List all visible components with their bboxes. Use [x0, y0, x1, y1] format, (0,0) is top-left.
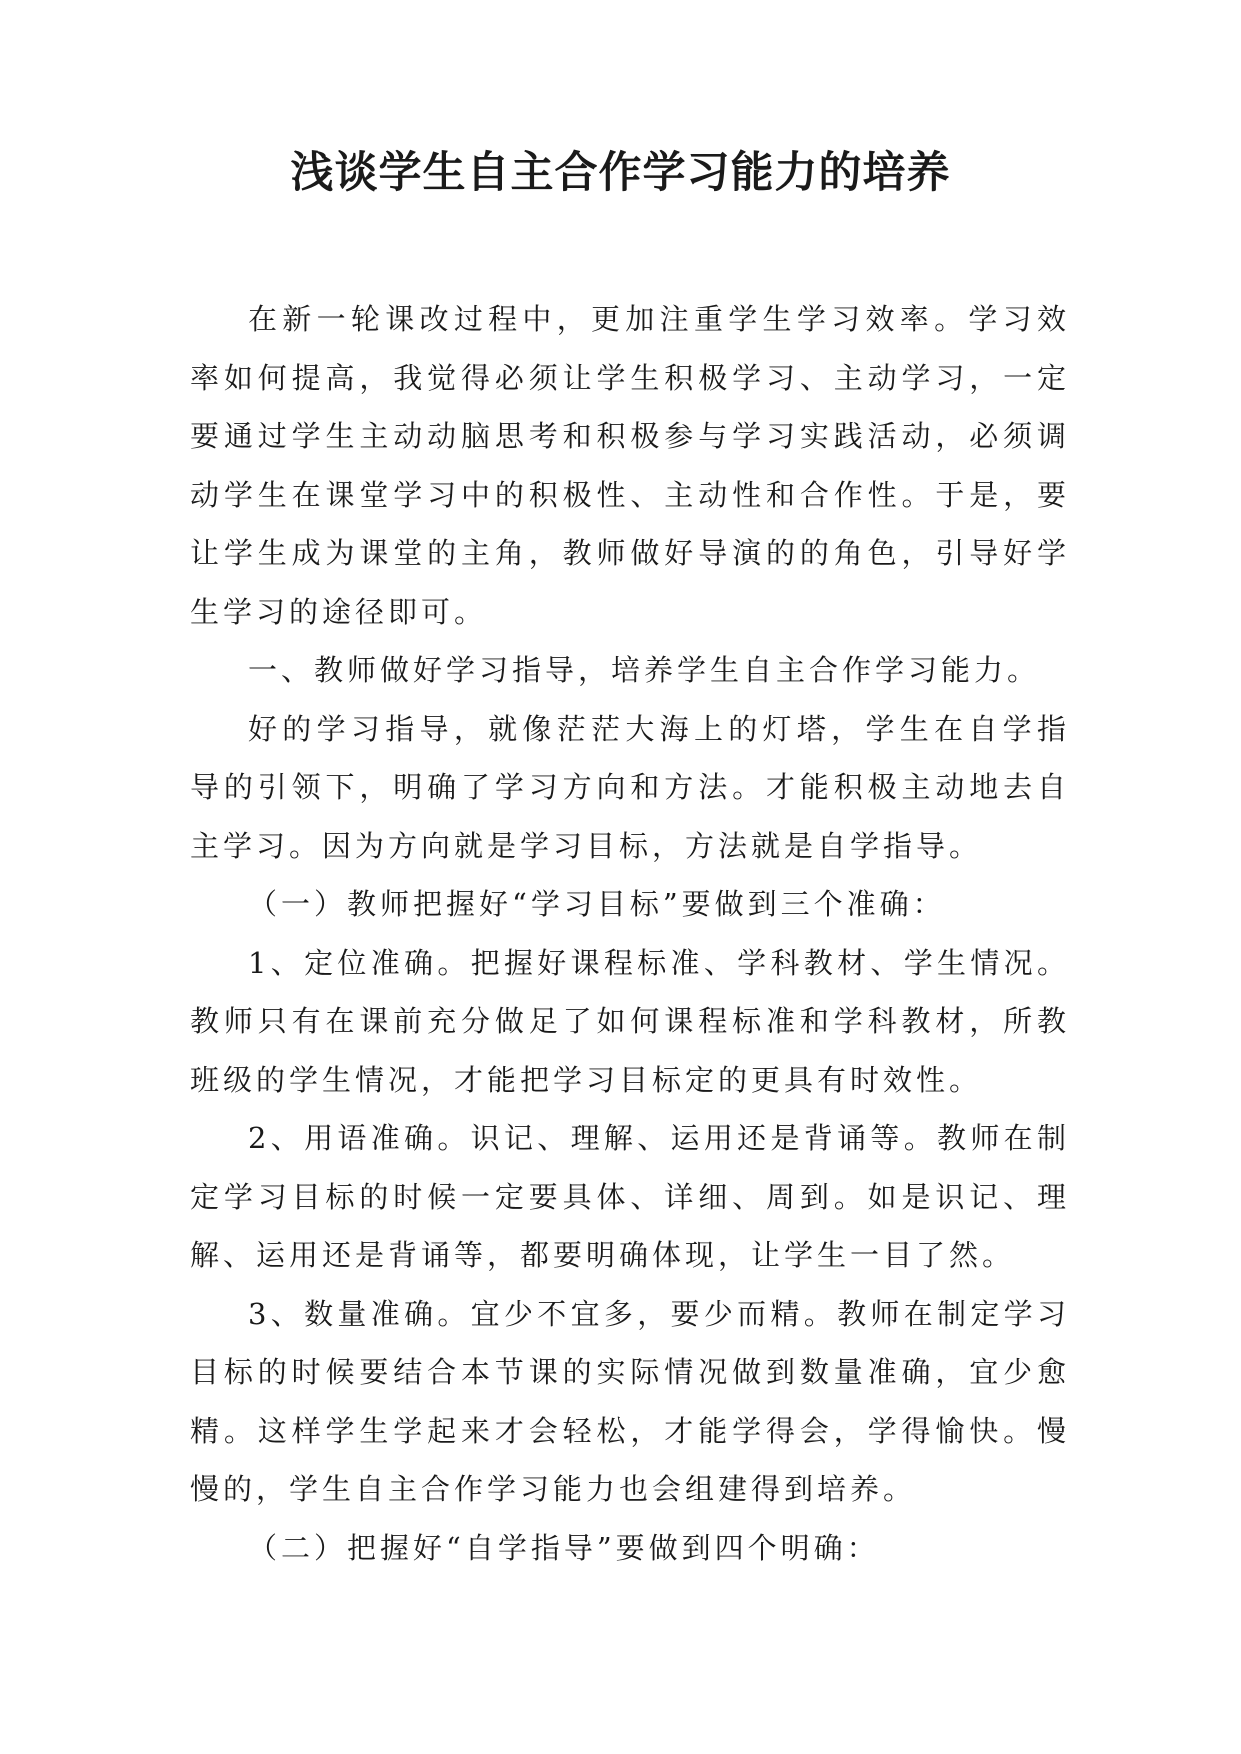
paragraph-guidance: 好的学习指导，就像茫茫大海上的灯塔，学生在自学指导的引领下，明确了学习方向和方法。才能积极主动地去自主学习。因为方向就是学习目标，方法就是自学指导。 [190, 711, 1070, 863]
document-title: 浅谈学生自主合作学习能力的培养 [290, 148, 951, 198]
paragraph-intro: 在新一轮课改过程中，更加注重学生学习效率。学习效率如何提高，我觉得必须让学生积极学习、主动学习，一定要通过学生主动动脑思考和积极参与学习实践活动，必须调动学生在课堂学习中的积极性、主动性和合作性。于是，要让学生成为课堂的主角，教师做好导演的的角色，引导好学生学习的途径即可。 [190, 302, 1070, 629]
section-heading-1: 一、教师做好学习指导，培养学生自主合作学习能力。 [248, 653, 1041, 687]
subsection-heading-1: （一）教师把握好“学习目标”要做到三个准确： [248, 887, 946, 921]
document-body [190, 290, 1070, 1577]
subsection-heading-2: （二）把握好“自学指导”要做到四个明确： [248, 1530, 880, 1565]
list-item-wording: 2、用语准确。识记、理解、运用还是背诵等。教师在制定学习目标的时候一定要具体、详细、周到。如是识记、理解、运用还是背诵等，都要明确体现，让学生一目了然。 [190, 1121, 1070, 1272]
list-item-positioning: 1、定位准确。把握好课程标准、学科教材、学生情况。教师只有在课前充分做足了如何课程标准和学科教材，所教班级的学生情况，才能把学习目标定的更具有时效性。 [190, 945, 1070, 1097]
list-item-quantity: 3、数量准确。宜少不宜多，要少而精。教师在制定学习目标的时候要结合本节课的实际情况做到数量准确，宜少愈精。这样学生学起来才会轻松，才能学得会，学得愉快。慢慢的，学生自主合作学习能力也会组建得到培养。 [190, 1296, 1070, 1506]
